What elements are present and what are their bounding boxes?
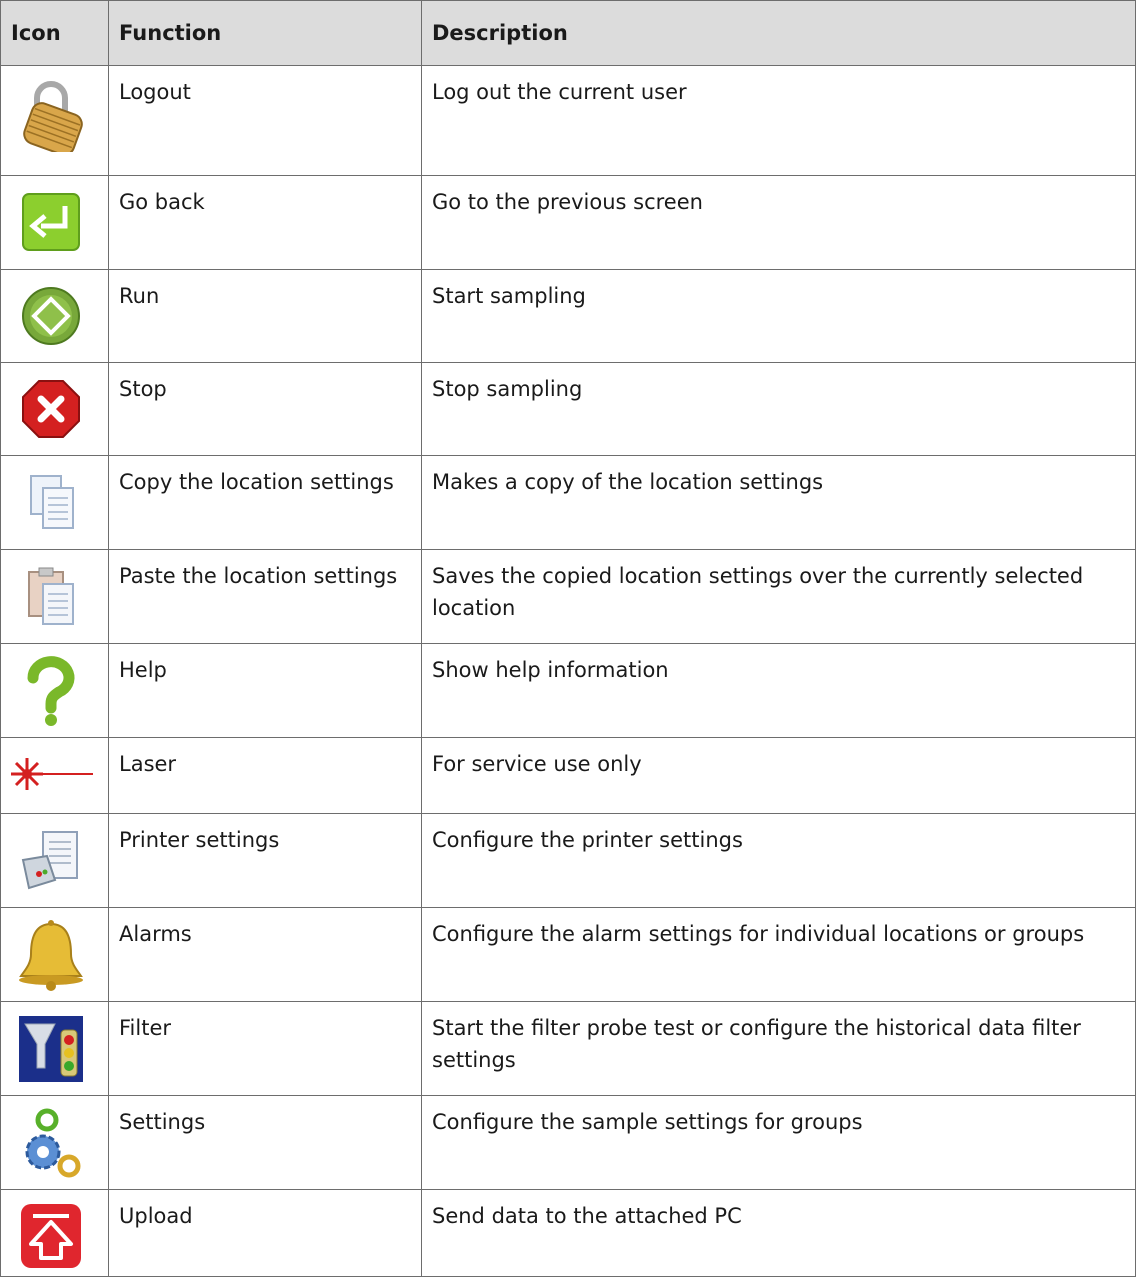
function-cell: Paste the location settings [109, 550, 422, 644]
function-cell: Logout [109, 66, 422, 176]
icon-cell [1, 908, 109, 1002]
description-cell: Saves the copied location settings over the currently selected location [422, 550, 1136, 644]
function-cell: Go back [109, 176, 422, 270]
icon-cell [1, 738, 109, 814]
settings-gears-icon [7, 1102, 95, 1182]
description-cell: For service use only [422, 738, 1136, 814]
description-cell: Makes a copy of the location settings [422, 456, 1136, 550]
filter-icon [7, 1008, 95, 1088]
table-row [1, 176, 1136, 270]
description-cell: Show help information [422, 644, 1136, 738]
table-row [1, 908, 1136, 1002]
icon-cell [1, 270, 109, 363]
laser-icon [7, 744, 95, 808]
alarm-bell-icon [7, 914, 95, 994]
header-icon: Icon [1, 1, 109, 66]
header-function: Function [109, 1, 422, 66]
description-cell: Log out the current user [422, 66, 1136, 176]
function-cell: Filter [109, 1002, 422, 1096]
go-back-icon [7, 182, 95, 262]
icon-cell [1, 456, 109, 550]
function-cell: Help [109, 644, 422, 738]
function-cell: Run [109, 270, 422, 363]
table-row [1, 814, 1136, 908]
description-cell: Configure the printer settings [422, 814, 1136, 908]
padlock-icon [7, 72, 95, 152]
paste-icon [7, 556, 95, 636]
stop-icon [7, 369, 95, 449]
icon-cell [1, 644, 109, 738]
function-cell: Copy the location settings [109, 456, 422, 550]
description-cell: Start sampling [422, 270, 1136, 363]
function-cell: Stop [109, 363, 422, 456]
run-icon [7, 276, 95, 356]
printer-settings-icon [7, 820, 95, 900]
table-row [1, 550, 1136, 644]
icon-cell [1, 550, 109, 644]
table-row [1, 1096, 1136, 1190]
icon-cell [1, 1002, 109, 1096]
copy-icon [7, 462, 95, 542]
header-description: Description [422, 1, 1136, 66]
description-cell: Start the filter probe test or configure the historical data filter settings [422, 1002, 1136, 1096]
icon-cell [1, 363, 109, 456]
table-row [1, 738, 1136, 814]
description-cell: Configure the alarm settings for individual locations or groups [422, 908, 1136, 1002]
description-cell: Stop sampling [422, 363, 1136, 456]
function-cell: Printer settings [109, 814, 422, 908]
icon-cell [1, 66, 109, 176]
table-header-row [1, 1, 1136, 66]
table-row [1, 66, 1136, 176]
table-row [1, 1002, 1136, 1096]
table-row [1, 456, 1136, 550]
icon-cell [1, 1190, 109, 1277]
upload-icon [7, 1196, 95, 1276]
description-cell: Configure the sample settings for groups [422, 1096, 1136, 1190]
function-cell: Alarms [109, 908, 422, 1002]
icon-cell [1, 814, 109, 908]
function-cell: Settings [109, 1096, 422, 1190]
function-cell: Laser [109, 738, 422, 814]
table-row [1, 644, 1136, 738]
help-icon [7, 650, 95, 730]
function-cell: Upload [109, 1190, 422, 1277]
table-row [1, 1190, 1136, 1277]
description-cell: Go to the previous screen [422, 176, 1136, 270]
icon-cell [1, 176, 109, 270]
table-row [1, 363, 1136, 456]
description-cell: Send data to the attached PC [422, 1190, 1136, 1277]
icon-cell [1, 1096, 109, 1190]
table-row [1, 270, 1136, 363]
